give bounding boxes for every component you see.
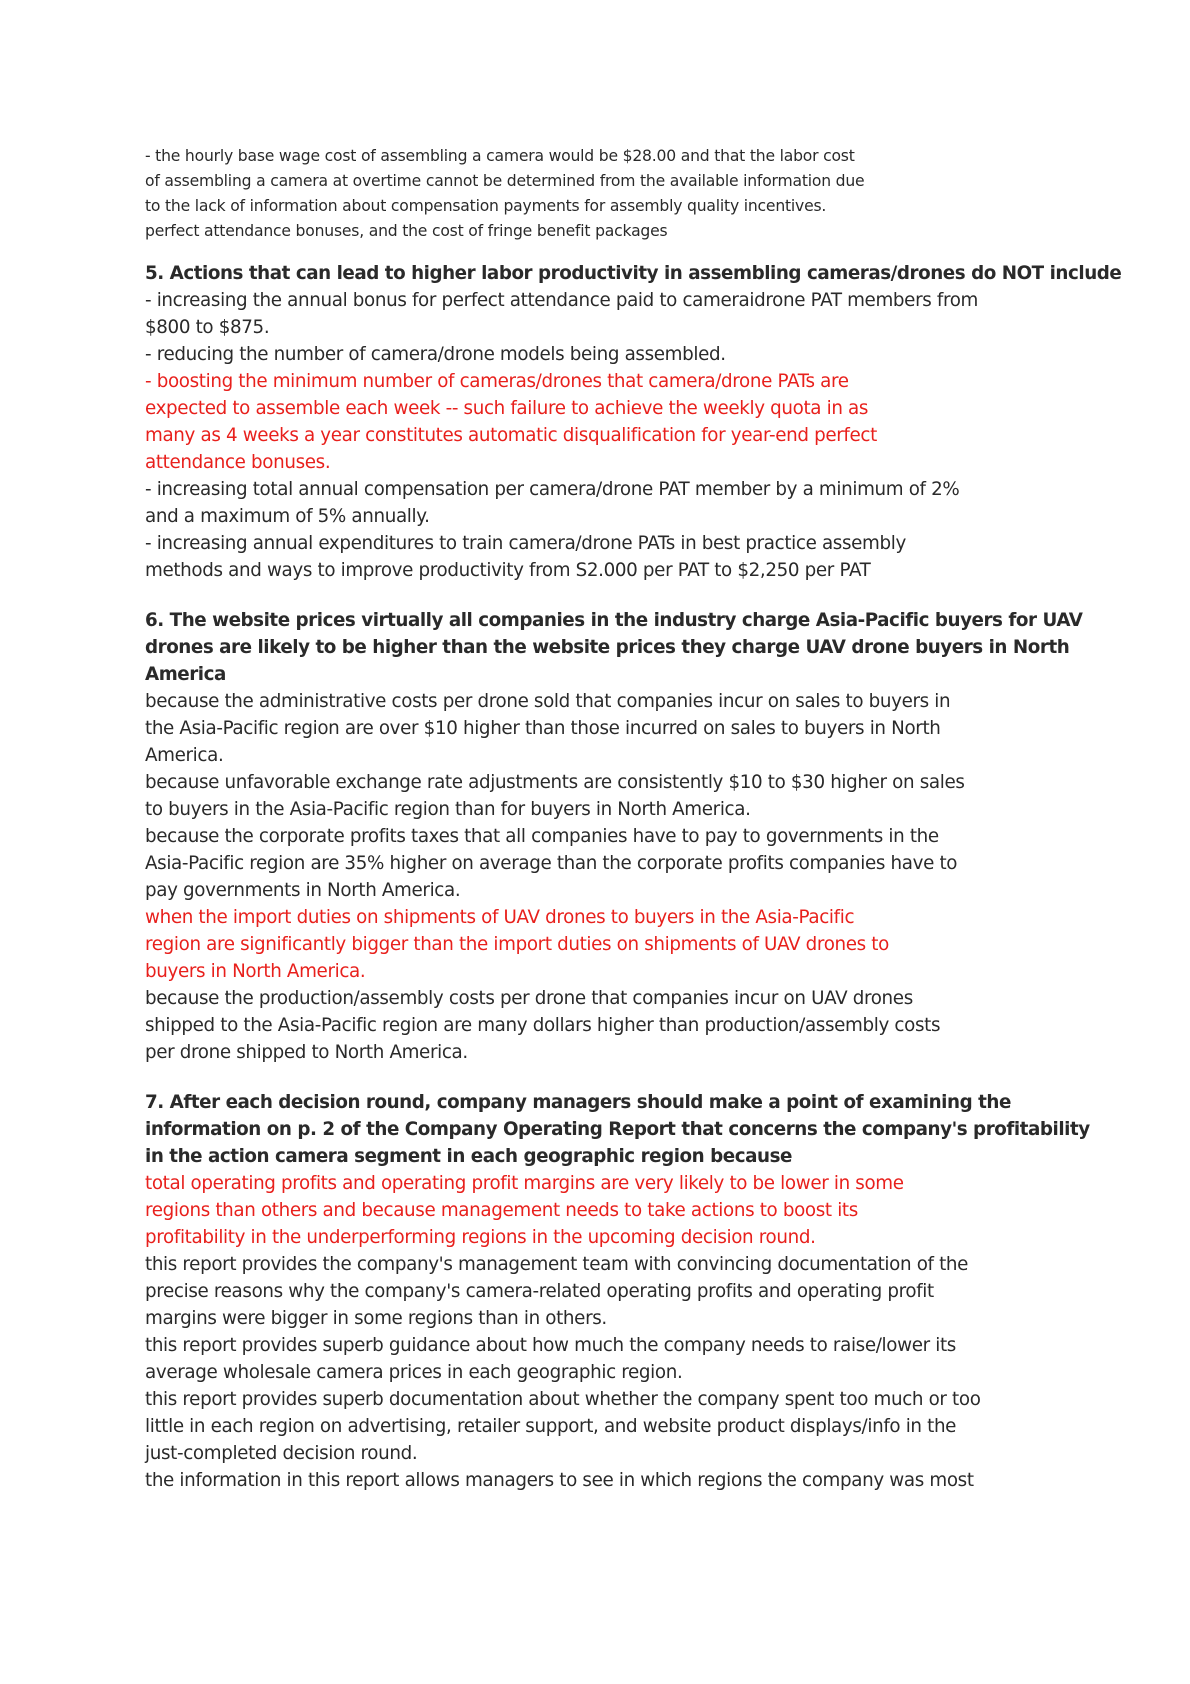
answer-option	[145, 1467, 1065, 1494]
answer-line: Asia-Pacific region are 35% higher on average than the corporate profits companies have to	[145, 853, 958, 874]
answer-line: to buyers in the Asia-Pacific region than for buyers in North America.	[145, 799, 751, 820]
answer-line: - boosting the minimum number of cameras/drones that camera/drone PATs are	[145, 371, 849, 392]
question-7-text: information on p. 2 of the Company Operating Report that concerns the company's profitability	[145, 1119, 1090, 1140]
answer-line: the information in this report allows managers to see in which regions the company was most	[145, 1470, 974, 1491]
answer-line: when the import duties on shipments of UAV drones to buyers in the Asia-Pacific	[145, 907, 855, 928]
question-7-text: in the action camera segment in each geographic region because	[145, 1146, 792, 1167]
question-7-text: 7. After each decision round, company managers should make a point of examining the	[145, 1092, 1011, 1113]
answer-line: expected to assemble each week -- such failure to achieve the weekly quota in as	[145, 398, 869, 419]
answer-option	[145, 1332, 1065, 1386]
answer-option	[145, 1386, 1065, 1467]
intro-line: of assembling a camera at overtime cannot be determined from the available information due	[145, 172, 865, 190]
question-6	[145, 607, 1083, 1066]
answer-line: profitability in the underperforming regions in the upcoming decision round.	[145, 1227, 816, 1248]
answer-line: the Asia-Pacific region are over $10 higher than those incurred on sales to buyers in North	[145, 718, 941, 739]
answer-line: shipped to the Asia-Pacific region are many dollars higher than production/assembly costs	[145, 1015, 941, 1036]
answer-line: because unfavorable exchange rate adjustments are consistently $10 to $30 higher on sales	[145, 772, 965, 793]
answer-line: buyers in North America.	[145, 961, 366, 982]
answer-line: little in each region on advertising, retailer support, and website product displays/info in the	[145, 1416, 957, 1437]
question-6-text: America	[145, 664, 226, 685]
answer-option	[145, 688, 1065, 769]
answer-line: this report provides superb guidance about how much the company needs to raise/lower its	[145, 1335, 956, 1356]
question-5	[145, 260, 1122, 584]
answer-option	[145, 530, 1065, 584]
answer-line: methods and ways to improve productivity from S2.000 per PAT to $2,250 per PAT	[145, 560, 871, 581]
answer-line: regions than others and because management needs to take actions to boost its	[145, 1200, 858, 1221]
answer-line: - increasing annual expenditures to train camera/drone PATs in best practice assembly	[145, 533, 906, 554]
answer-line: because the administrative costs per drone sold that companies incur on sales to buyers in	[145, 691, 951, 712]
answer-line: total operating profits and operating profit margins are very likely to be lower in some	[145, 1173, 904, 1194]
answer-line: $800 to $875.	[145, 317, 270, 338]
intro-paragraph	[145, 144, 1065, 244]
correct-answer-option	[145, 368, 1065, 476]
answer-line: average wholesale camera prices in each geographic region.	[145, 1362, 683, 1383]
answer-line: pay governments in North America.	[145, 880, 461, 901]
answer-line: many as 4 weeks a year constitutes automatic disqualification for year-end perfect	[145, 425, 877, 446]
answer-line: this report provides the company's management team with convincing documentation of the	[145, 1254, 969, 1275]
intro-line: - the hourly base wage cost of assembling a camera would be $28.00 and that the labor cost	[145, 147, 855, 165]
question-6-text: drones are likely to be higher than the website prices they charge UAV drone buyers in North	[145, 637, 1070, 658]
answer-option	[145, 341, 1065, 368]
answer-line: per drone shipped to North America.	[145, 1042, 468, 1063]
answer-line: attendance bonuses.	[145, 452, 331, 473]
document-content	[145, 144, 1122, 1494]
answer-line: - increasing total annual compensation per camera/drone PAT member by a minimum of 2%	[145, 479, 960, 500]
intro-line: to the lack of information about compensation payments for assembly quality incentives.	[145, 197, 827, 215]
answer-line: because the corporate profits taxes that all companies have to pay to governments in the	[145, 826, 939, 847]
question-7	[145, 1089, 1090, 1494]
answer-line: margins were bigger in some regions than in others.	[145, 1308, 607, 1329]
answer-line: precise reasons why the company's camera-related operating profits and operating profit	[145, 1281, 934, 1302]
answer-line: this report provides superb documentation about whether the company spent too much or too	[145, 1389, 981, 1410]
answer-line: region are significantly bigger than the import duties on shipments of UAV drones to	[145, 934, 889, 955]
answer-option	[145, 287, 1065, 341]
answer-option	[145, 985, 1065, 1066]
answer-line: because the production/assembly costs per drone that companies incur on UAV drones	[145, 988, 913, 1009]
answer-line: - reducing the number of camera/drone models being assembled.	[145, 344, 726, 365]
answer-line: and a maximum of 5% annually.	[145, 506, 430, 527]
answer-line: - increasing the annual bonus for perfect attendance paid to cameraidrone PAT members from	[145, 290, 979, 311]
answer-line: America.	[145, 745, 224, 766]
intro-line: perfect attendance bonuses, and the cost of fringe benefit packages	[145, 222, 668, 240]
answer-option	[145, 1251, 1065, 1332]
question-5-text: 5. Actions that can lead to higher labor productivity in assembling cameras/drones do NOT include	[145, 263, 1122, 284]
correct-answer-option	[145, 1170, 1065, 1251]
question-6-text: 6. The website prices virtually all companies in the industry charge Asia-Pacific buyers for UAV	[145, 610, 1083, 631]
correct-answer-option	[145, 904, 1065, 985]
answer-option	[145, 823, 1065, 904]
answer-option	[145, 476, 1065, 530]
answer-option	[145, 769, 1065, 823]
answer-line: just-completed decision round.	[145, 1443, 418, 1464]
